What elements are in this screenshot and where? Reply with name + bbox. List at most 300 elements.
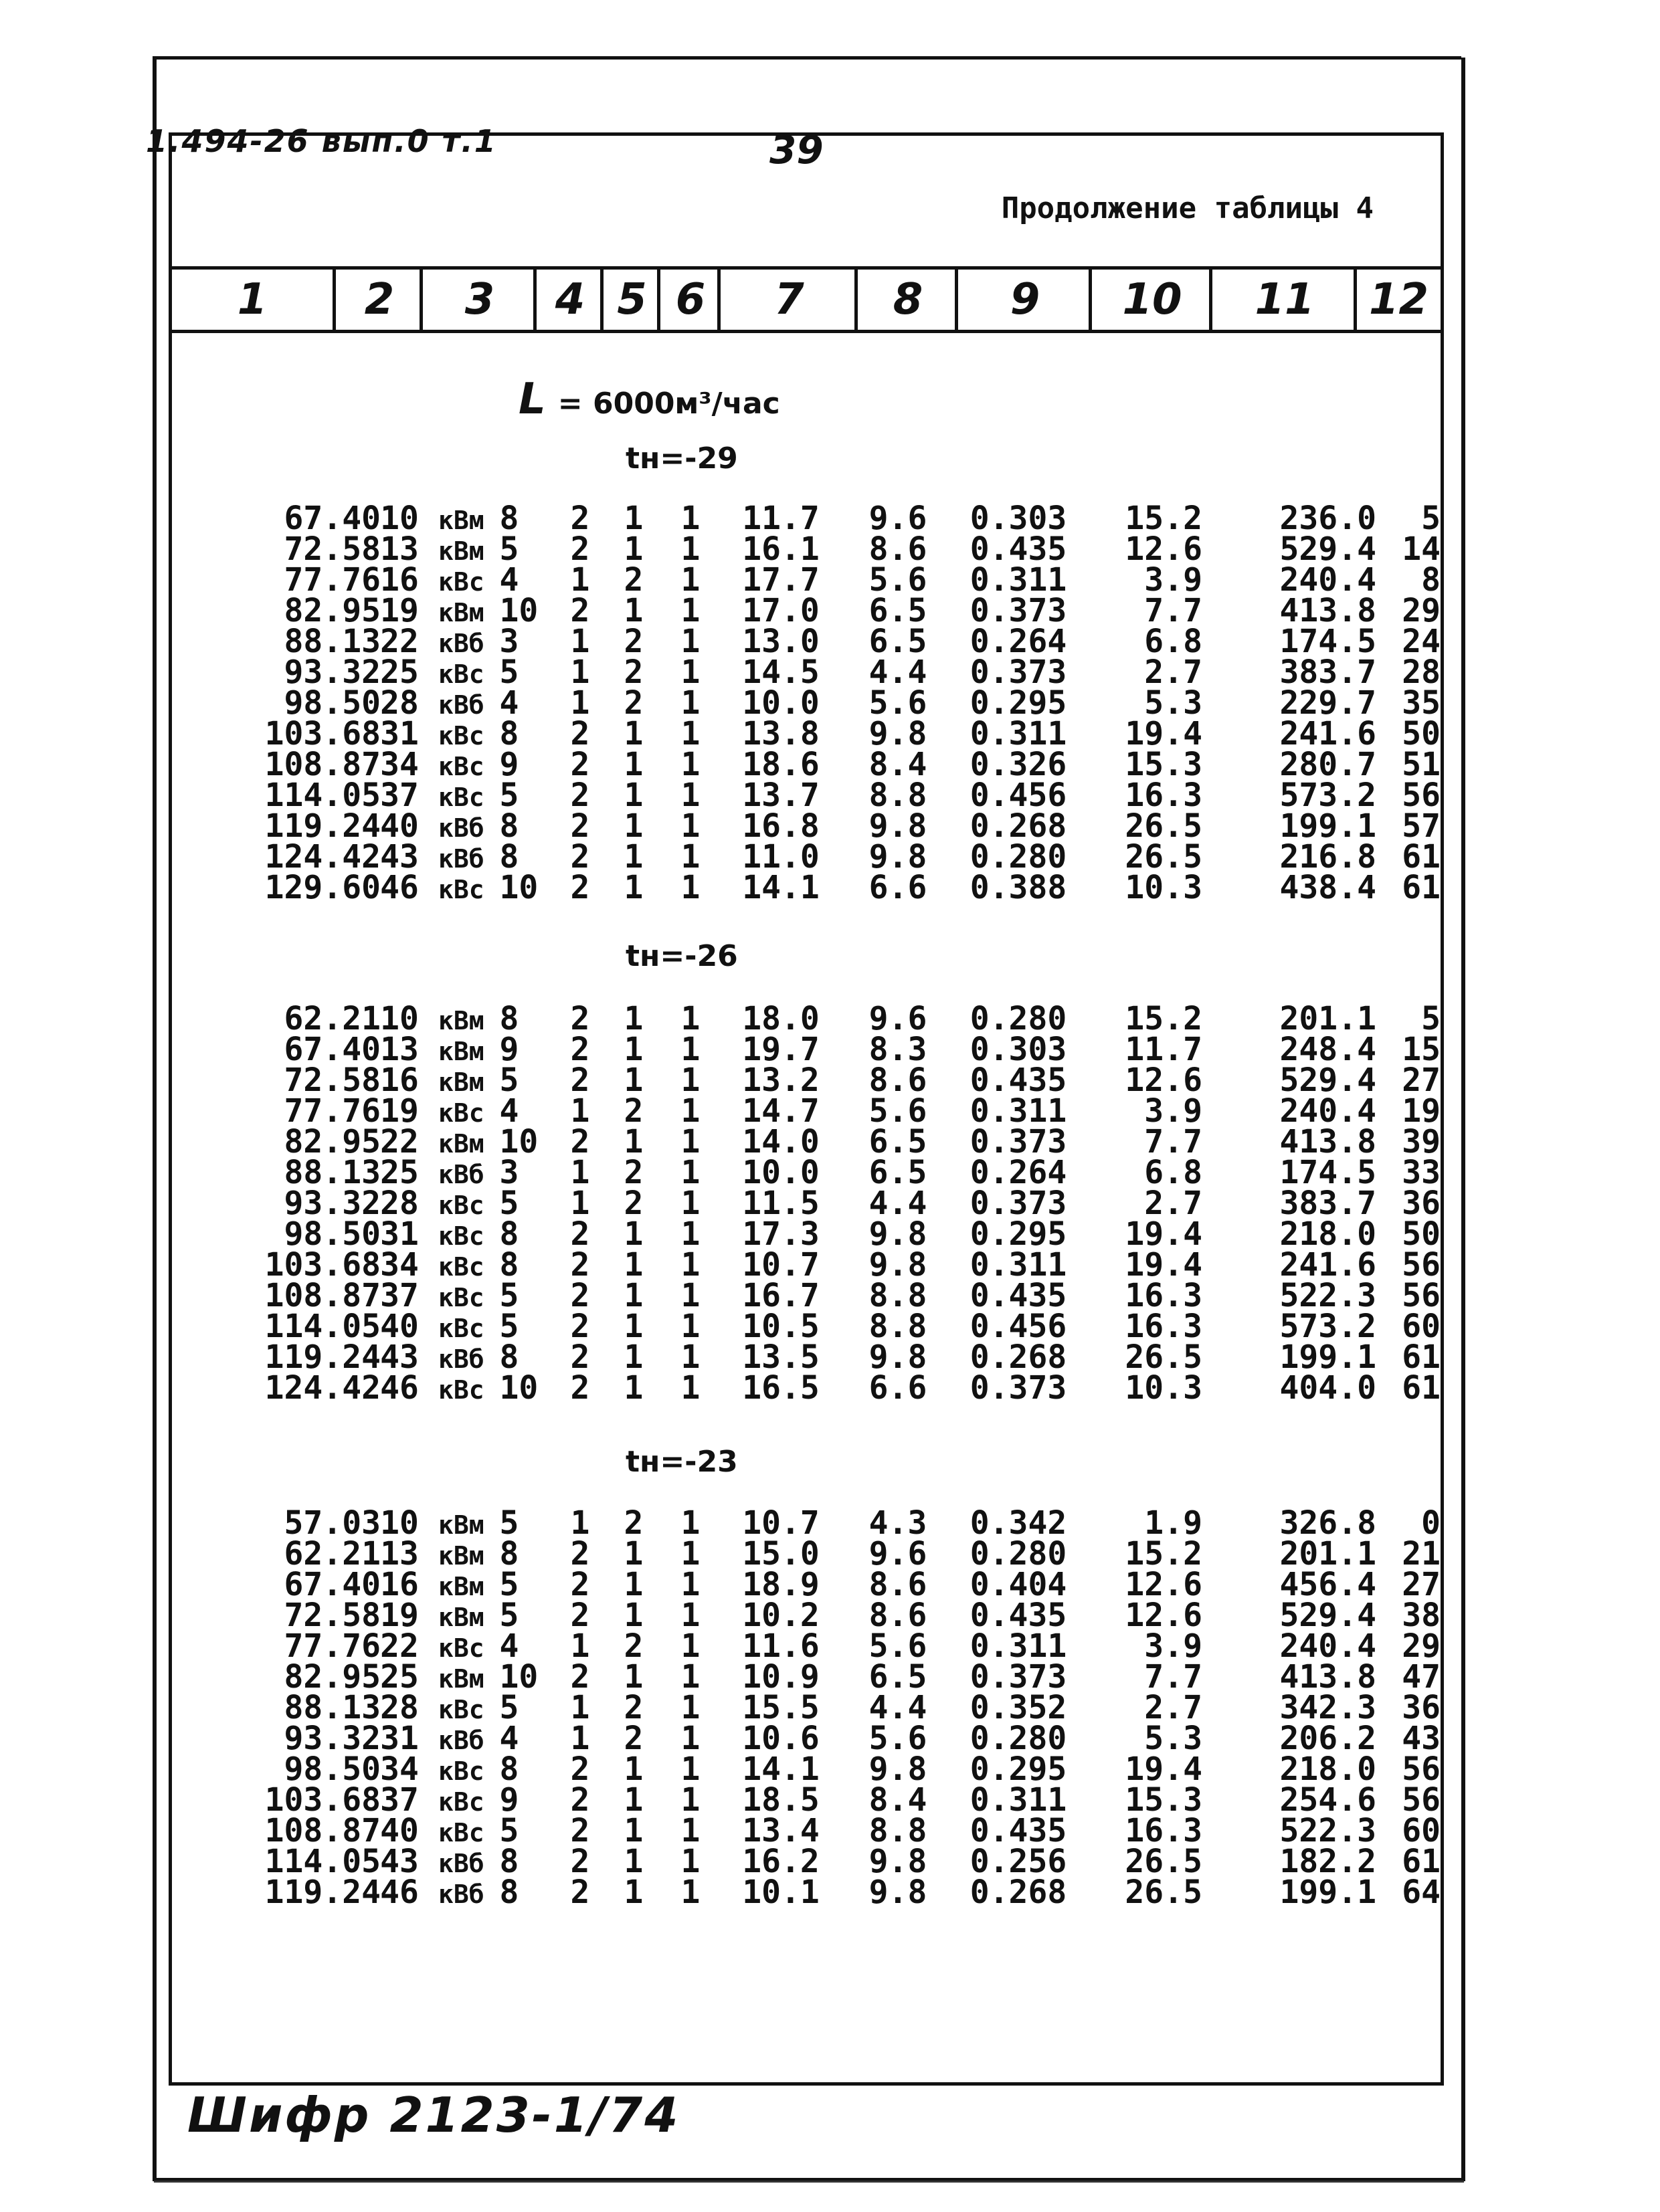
cell-col5: 1 (624, 777, 644, 814)
cell-col8: 6.5 (868, 1154, 927, 1191)
cell-col10: 26.5 (1125, 807, 1202, 845)
cell-col11: 182.2 (1279, 1843, 1376, 1880)
cell-col9: 0.373 (970, 592, 1067, 629)
cell-col1: 72.58 (284, 1062, 381, 1099)
cell-col10: 26.5 (1125, 1874, 1202, 1911)
cell-col1: 124.42 (264, 838, 381, 876)
cell-col7: 10.0 (742, 684, 820, 722)
cell-col4: 2 (570, 807, 590, 845)
cell-col5: 1 (624, 1215, 644, 1253)
cell-col8: 5.6 (868, 1092, 927, 1130)
cell-col10: 11.7 (1125, 1031, 1202, 1068)
cell-col12: 21 (1402, 1535, 1441, 1573)
cell-col3-number: 8 (499, 500, 519, 537)
cell-col5: 1 (624, 500, 644, 537)
cell-col4: 2 (570, 1277, 590, 1314)
cell-col5: 2 (624, 653, 644, 691)
cell-col9: 0.435 (970, 530, 1067, 568)
cell-col1: 108.87 (264, 746, 381, 783)
cell-col1: 98.50 (284, 1750, 381, 1788)
cell-col2: 22 (380, 623, 419, 660)
cell-col7: 13.4 (742, 1812, 820, 1849)
cell-col9: 0.303 (970, 500, 1067, 537)
cell-col3-number: 5 (499, 530, 519, 568)
cell-col8: 9.8 (868, 1750, 927, 1788)
cell-col10: 7.7 (1144, 592, 1202, 629)
cell-col5: 2 (624, 1689, 644, 1726)
cell-col6: 1 (680, 1504, 701, 1542)
cell-col6: 1 (680, 592, 701, 629)
cell-col9: 0.326 (970, 746, 1067, 783)
cell-col6: 1 (680, 715, 701, 752)
cell-col5: 1 (624, 1874, 644, 1911)
cell-col4: 2 (570, 1031, 590, 1068)
table-row (172, 1123, 1441, 1161)
cell-col6: 1 (680, 1535, 701, 1573)
cell-col5: 1 (624, 807, 644, 845)
cell-col3-type: кВм (438, 1572, 500, 1601)
cell-col5: 1 (624, 1246, 644, 1284)
cell-col6: 1 (680, 623, 701, 660)
cell-col5: 1 (624, 1308, 644, 1345)
cell-col7: 18.6 (742, 746, 820, 783)
cell-col3-type: кВс (438, 567, 500, 597)
cell-col10: 16.3 (1125, 1812, 1202, 1849)
cell-col3-type: кВс (438, 721, 500, 750)
table-row (172, 530, 1441, 568)
cell-col8: 8.6 (868, 1062, 927, 1099)
column-header-3: 3 (420, 270, 537, 330)
table-row (172, 1504, 1441, 1542)
cell-col5: 2 (624, 1092, 644, 1130)
cell-col12: 61 (1402, 1338, 1441, 1376)
cell-col11: 241.6 (1279, 715, 1376, 752)
cell-col3-type: кВс (438, 1098, 500, 1128)
cell-col10: 6.8 (1144, 623, 1202, 660)
cell-col10: 12.6 (1125, 1062, 1202, 1099)
cell-col10: 2.7 (1144, 1689, 1202, 1726)
cell-col8: 6.6 (868, 869, 927, 906)
cell-col8: 6.5 (868, 592, 927, 629)
cell-col10: 7.7 (1144, 1658, 1202, 1696)
cell-col10: 3.9 (1144, 1092, 1202, 1130)
cell-col3-number: 8 (499, 1535, 519, 1573)
page-number: 39 (769, 127, 824, 173)
table-row (172, 1246, 1441, 1284)
table-row (172, 653, 1441, 691)
cell-col2: 25 (380, 1154, 419, 1191)
cell-col5: 1 (624, 1000, 644, 1037)
cell-col11: 383.7 (1279, 653, 1376, 691)
cell-col11: 218.0 (1279, 1750, 1376, 1788)
cell-col5: 1 (624, 715, 644, 752)
cell-col2: 13 (380, 1031, 419, 1068)
table-row (172, 838, 1441, 876)
cell-col7: 10.1 (742, 1874, 820, 1911)
cell-col6: 1 (680, 1812, 701, 1849)
cell-col6: 1 (680, 1215, 701, 1253)
cell-col8: 9.8 (868, 838, 927, 876)
cell-col6: 1 (680, 1062, 701, 1099)
cell-col2: 34 (380, 746, 419, 783)
cell-col2: 43 (380, 1843, 419, 1880)
cell-col9: 0.342 (970, 1504, 1067, 1542)
column-header-7: 7 (717, 270, 858, 330)
cell-col5: 1 (624, 1535, 644, 1573)
cell-col8: 8.8 (868, 1308, 927, 1345)
cell-col10: 2.7 (1144, 653, 1202, 691)
cell-col6: 1 (680, 1750, 701, 1788)
cell-col3-number: 5 (499, 777, 519, 814)
cell-col3-number: 5 (499, 653, 519, 691)
cell-col3-type: кВб (438, 1849, 500, 1878)
cell-col8: 5.6 (868, 561, 927, 599)
table-row (172, 1689, 1441, 1726)
cell-col11: 240.4 (1279, 1627, 1376, 1665)
cell-col5: 2 (624, 623, 644, 660)
cell-col3-number: 5 (499, 1689, 519, 1726)
cell-col1: 77.76 (284, 1092, 381, 1130)
cell-col8: 9.8 (868, 1843, 927, 1880)
cell-col5: 1 (624, 1338, 644, 1376)
cell-col9: 0.311 (970, 1092, 1067, 1130)
cell-col12: 27 (1402, 1566, 1441, 1603)
cell-col8: 4.3 (868, 1504, 927, 1542)
column-header-6: 6 (657, 270, 721, 330)
cell-col3-number: 5 (499, 1566, 519, 1603)
cell-col8: 9.6 (868, 500, 927, 537)
cell-col7: 13.5 (742, 1338, 820, 1376)
table-row (172, 1597, 1441, 1634)
cell-col6: 1 (680, 1843, 701, 1880)
column-header-9: 9 (955, 270, 1092, 330)
cell-col7: 16.5 (742, 1369, 820, 1407)
cell-col8: 5.6 (868, 1627, 927, 1665)
cell-col12: 36 (1402, 1689, 1441, 1726)
cell-col10: 19.4 (1125, 1750, 1202, 1788)
cell-col1: 93.32 (284, 1720, 381, 1757)
cell-col9: 0.256 (970, 1843, 1067, 1880)
cell-col6: 1 (680, 1597, 701, 1634)
cell-col4: 2 (570, 1750, 590, 1788)
cell-col12: 50 (1402, 1215, 1441, 1253)
cell-col12: 33 (1402, 1154, 1441, 1191)
cell-col11: 404.0 (1279, 1369, 1376, 1407)
cell-col12: 61 (1402, 838, 1441, 876)
cell-col7: 11.7 (742, 500, 820, 537)
table-row (172, 684, 1441, 722)
cell-col6: 1 (680, 1720, 701, 1757)
cell-col3-type: кВс (438, 875, 500, 904)
cell-col6: 1 (680, 1308, 701, 1345)
cell-col3-type: кВс (438, 1787, 500, 1817)
cell-col7: 10.2 (742, 1597, 820, 1634)
section-label: tн=-23 (626, 1445, 738, 1479)
cell-col6: 1 (680, 807, 701, 845)
cell-col4: 2 (570, 530, 590, 568)
cell-col3-number: 8 (499, 1338, 519, 1376)
cell-col1: 67.40 (284, 500, 381, 537)
cell-col10: 26.5 (1125, 1338, 1202, 1376)
cell-col8: 8.6 (868, 1566, 927, 1603)
cell-col9: 0.311 (970, 1246, 1067, 1284)
cell-col9: 0.373 (970, 653, 1067, 691)
cell-col4: 1 (570, 561, 590, 599)
cell-col11: 218.0 (1279, 1215, 1376, 1253)
cell-col2: 10 (380, 500, 419, 537)
cell-col5: 1 (624, 1566, 644, 1603)
cell-col10: 26.5 (1125, 838, 1202, 876)
cell-col7: 14.1 (742, 1750, 820, 1788)
cell-col10: 16.3 (1125, 1308, 1202, 1345)
document-code: 1.494-26 вып.0 т.1 (146, 123, 497, 159)
cell-col7: 13.8 (742, 715, 820, 752)
cell-col6: 1 (680, 530, 701, 568)
cell-col3-number: 10 (499, 1658, 539, 1696)
cell-col10: 7.7 (1144, 1123, 1202, 1161)
cell-col3-number: 9 (499, 1781, 519, 1819)
section-rows (172, 1000, 1441, 1407)
cell-col2: 19 (380, 592, 419, 629)
cell-col3-type: кВб (438, 844, 500, 874)
cell-col11: 201.1 (1279, 1535, 1376, 1573)
table-row (172, 1369, 1441, 1407)
cell-col5: 1 (624, 838, 644, 876)
cell-col8: 9.8 (868, 807, 927, 845)
cell-col2: 25 (380, 653, 419, 691)
cell-col12: 28 (1402, 653, 1441, 691)
table-row (172, 746, 1441, 783)
cell-col6: 1 (680, 1092, 701, 1130)
cell-col4: 1 (570, 1627, 590, 1665)
cell-col8: 4.4 (868, 653, 927, 691)
cell-col12: 35 (1402, 684, 1441, 722)
cell-col2: 19 (380, 1092, 419, 1130)
cell-col6: 1 (680, 1185, 701, 1222)
cell-col3-number: 4 (499, 1092, 519, 1130)
cell-col7: 10.6 (742, 1720, 820, 1757)
cell-col11: 236.0 (1279, 500, 1376, 537)
flow-value: = 6000м³/час (557, 387, 780, 421)
cell-col5: 1 (624, 1812, 644, 1849)
cell-col11: 206.2 (1279, 1720, 1376, 1757)
cell-col2: 16 (380, 1062, 419, 1099)
cell-col6: 1 (680, 1338, 701, 1376)
cell-col1: 98.50 (284, 684, 381, 722)
table-row (172, 1185, 1441, 1222)
cell-col8: 9.6 (868, 1000, 927, 1037)
cell-col6: 1 (680, 653, 701, 691)
cell-col1: 103.68 (264, 1246, 381, 1284)
cell-col11: 529.4 (1279, 1597, 1376, 1634)
cell-col9: 0.303 (970, 1031, 1067, 1068)
cell-col1: 93.32 (284, 653, 381, 691)
cell-col9: 0.311 (970, 715, 1067, 752)
table-row (172, 1627, 1441, 1665)
cell-col10: 12.6 (1125, 530, 1202, 568)
cell-col1: 67.40 (284, 1566, 381, 1603)
cell-col12: 38 (1402, 1597, 1441, 1634)
cell-col8: 5.6 (868, 1720, 927, 1757)
table-row (172, 715, 1441, 752)
cell-col3-number: 5 (499, 1308, 519, 1345)
cell-col8: 9.8 (868, 1874, 927, 1911)
table-row (172, 1750, 1441, 1788)
cell-col12: 5 (1421, 500, 1441, 537)
cell-col9: 0.280 (970, 1720, 1067, 1757)
cell-col5: 1 (624, 530, 644, 568)
cell-col4: 2 (570, 1062, 590, 1099)
column-header-11: 11 (1209, 270, 1357, 330)
table-row (172, 1535, 1441, 1573)
cell-col7: 14.5 (742, 653, 820, 691)
cell-col4: 2 (570, 746, 590, 783)
cell-col1: 114.05 (264, 1308, 381, 1345)
cell-col1: 108.87 (264, 1812, 381, 1849)
cell-col8: 6.5 (868, 1123, 927, 1161)
cell-col11: 438.4 (1279, 869, 1376, 906)
cell-col12: 56 (1402, 1750, 1441, 1788)
cell-col3-type: кВм (438, 506, 500, 535)
cell-col3-type: кВб (438, 1726, 500, 1755)
cell-col2: 16 (380, 561, 419, 599)
column-header-12: 12 (1354, 270, 1441, 330)
cell-col2: 46 (380, 1874, 419, 1911)
cell-col5: 2 (624, 1154, 644, 1191)
column-header-4: 4 (533, 270, 604, 330)
cell-col9: 0.435 (970, 1277, 1067, 1314)
cell-col12: 5 (1421, 1000, 1441, 1037)
cell-col3-number: 8 (499, 807, 519, 845)
cell-col8: 8.3 (868, 1031, 927, 1068)
cell-col4: 2 (570, 838, 590, 876)
cell-col4: 2 (570, 1812, 590, 1849)
cell-col2: 28 (380, 1689, 419, 1726)
cell-col10: 26.5 (1125, 1843, 1202, 1880)
cell-col4: 2 (570, 1843, 590, 1880)
cell-col8: 9.8 (868, 715, 927, 752)
cell-col4: 2 (570, 1000, 590, 1037)
cell-col6: 1 (680, 1000, 701, 1037)
column-header-8: 8 (854, 270, 958, 330)
cell-col5: 1 (624, 1031, 644, 1068)
cell-col1: 67.40 (284, 1031, 381, 1068)
cell-col9: 0.295 (970, 1215, 1067, 1253)
cell-col2: 22 (380, 1123, 419, 1161)
table-row (172, 1308, 1441, 1345)
cell-col11: 216.8 (1279, 838, 1376, 876)
column-header-2: 2 (333, 270, 423, 330)
cell-col1: 114.05 (264, 777, 381, 814)
cell-col11: 383.7 (1279, 1185, 1376, 1222)
cell-col3-type: кВб (438, 629, 500, 658)
flow-symbol: L (519, 375, 546, 424)
cell-col4: 2 (570, 1369, 590, 1407)
cell-col7: 19.7 (742, 1031, 820, 1068)
section-rows (172, 1504, 1441, 1911)
cell-col11: 456.4 (1279, 1566, 1376, 1603)
cell-col12: 61 (1402, 1369, 1441, 1407)
table-row (172, 592, 1441, 629)
cell-col2: 19 (380, 1597, 419, 1634)
table-row (172, 1720, 1441, 1757)
cell-col4: 2 (570, 592, 590, 629)
table-row (172, 1062, 1441, 1099)
cell-col9: 0.435 (970, 1062, 1067, 1099)
cell-col9: 0.435 (970, 1812, 1067, 1849)
cell-col7: 10.0 (742, 1154, 820, 1191)
cell-col8: 6.5 (868, 1658, 927, 1696)
cell-col9: 0.373 (970, 1185, 1067, 1222)
cell-col3-type: кВм (438, 1664, 500, 1694)
cell-col12: 15 (1402, 1031, 1441, 1068)
cell-col6: 1 (680, 1781, 701, 1819)
cell-col3-type: кВб (438, 690, 500, 720)
cell-col2: 31 (380, 1215, 419, 1253)
cell-col2: 46 (380, 869, 419, 906)
air-flow-formula (519, 375, 780, 424)
column-number-header (172, 266, 1441, 333)
cell-col8: 8.4 (868, 746, 927, 783)
cell-col2: 22 (380, 1627, 419, 1665)
cell-col8: 6.6 (868, 1369, 927, 1407)
cell-col11: 174.5 (1279, 1154, 1376, 1191)
cell-col4: 1 (570, 684, 590, 722)
cell-col3-number: 5 (499, 1504, 519, 1542)
cell-col1: 88.13 (284, 1154, 381, 1191)
cell-col12: 47 (1402, 1658, 1441, 1696)
cell-col3-number: 10 (499, 869, 539, 906)
table-row (172, 500, 1441, 537)
cell-col5: 1 (624, 1781, 644, 1819)
table-row (172, 623, 1441, 660)
cell-col4: 2 (570, 1781, 590, 1819)
cell-col6: 1 (680, 500, 701, 537)
cell-col4: 2 (570, 1215, 590, 1253)
table-row (172, 1277, 1441, 1314)
cell-col5: 1 (624, 1750, 644, 1788)
cell-col12: 61 (1402, 1843, 1441, 1880)
cell-col2: 13 (380, 530, 419, 568)
cell-col12: 56 (1402, 777, 1441, 814)
cell-col6: 1 (680, 1154, 701, 1191)
cell-col12: 29 (1402, 592, 1441, 629)
cell-col12: 19 (1402, 1092, 1441, 1130)
cell-col6: 1 (680, 1874, 701, 1911)
cell-col3-type: кВб (438, 1160, 500, 1189)
cell-col7: 17.7 (742, 561, 820, 599)
cell-col7: 15.5 (742, 1689, 820, 1726)
cell-col2: 13 (380, 1535, 419, 1573)
cell-col2: 34 (380, 1246, 419, 1284)
cell-col10: 15.3 (1125, 1781, 1202, 1819)
cell-col3-number: 8 (499, 1000, 519, 1037)
cell-col4: 1 (570, 653, 590, 691)
cell-col8: 8.4 (868, 1781, 927, 1819)
cell-col11: 413.8 (1279, 1658, 1376, 1696)
cell-col7: 10.7 (742, 1246, 820, 1284)
cell-col6: 1 (680, 777, 701, 814)
cell-col3-type: кВс (438, 1818, 500, 1847)
cell-col8: 8.8 (868, 1277, 927, 1314)
column-header-1: 1 (237, 275, 268, 324)
cell-col4: 2 (570, 1308, 590, 1345)
cell-col9: 0.295 (970, 684, 1067, 722)
table-continuation-title: Продолжение таблицы 4 (1001, 191, 1374, 225)
cell-col11: 529.4 (1279, 530, 1376, 568)
cell-col6: 1 (680, 1689, 701, 1726)
cell-col10: 5.3 (1144, 684, 1202, 722)
